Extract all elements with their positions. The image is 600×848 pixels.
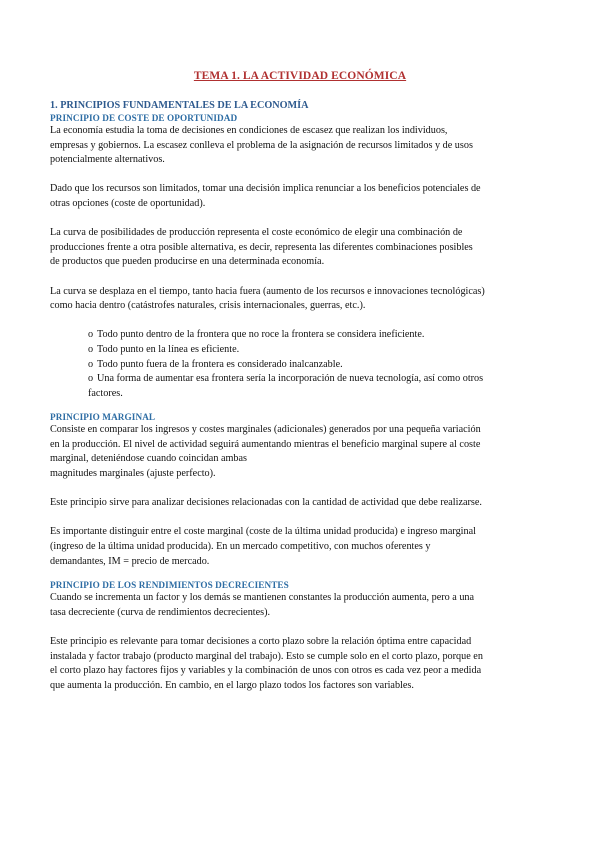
text-line: potencialmente alternativos. <box>50 154 165 166</box>
subheading-opportunity-cost: PRINCIPIO DE COSTE DE OPORTUNIDAD <box>50 113 238 123</box>
text-line: producciones frente a otra posible alternativa, es decir, representa las diferentes combinaciones posibles <box>50 241 473 253</box>
subheading-marginal-principle: PRINCIPIO MARGINAL <box>50 412 156 423</box>
text-line: el corto plazo hay factores fijos y variables y la combinación de unos con otros es cada vez peor a medida <box>50 665 482 677</box>
list-item-text: Todo punto dentro de la frontera que no roce la frontera se considera ineficiente. <box>97 329 425 341</box>
paragraph <box>50 423 550 481</box>
paragraph <box>50 635 550 693</box>
list-item <box>88 343 550 358</box>
text-line: La economía estudia la toma de decisiones en condiciones de escasez que realizan los individuos, <box>50 125 448 136</box>
bullet-marker: o <box>88 358 94 370</box>
text-line: como hacia dentro (catástrofes naturales, crisis internacionales, guerras, etc.). <box>50 300 366 312</box>
text-line: instalada y factor trabajo (producto marginal del trabajo). Esto se cumple solo en el corto plazo, porque en <box>50 650 483 662</box>
text-line: demandantes, IM = precio de mercado. <box>50 555 210 567</box>
document-title: TEMA 1. LA ACTIVIDAD ECONÓMICA <box>193 70 407 82</box>
list-item-text: Todo punto fuera de la frontera es considerado inalcanzable. <box>97 358 343 370</box>
text-line: magnitudes marginales (ajuste perfecto). <box>50 468 216 480</box>
text-line: Consiste en comparar los ingresos y costes marginales (adicionales) generados por una pequeña variación <box>50 424 481 436</box>
text-line: Este principio es relevante para tomar decisiones a corto plazo sobre la relación óptima entre capacidad <box>50 636 472 647</box>
paragraph <box>50 182 550 211</box>
paragraph <box>50 591 550 620</box>
list-item <box>88 328 550 343</box>
list-item-text: Una forma de aumentar esa frontera sería la incorporación de nueva tecnología, así como otros <box>97 373 484 385</box>
bullet-marker: o <box>88 373 94 385</box>
bullet-list <box>50 328 550 401</box>
paragraph <box>50 124 550 168</box>
text-line: Este principio sirve para analizar decisiones relacionadas con la cantidad de actividad que debe realizarse. <box>50 497 482 509</box>
list-item <box>88 372 550 401</box>
paragraph <box>50 496 550 511</box>
paragraph <box>50 525 550 569</box>
text-line: en la producción. El nivel de actividad seguirá aumentando mientras el beneficio marginal supere al coste <box>50 438 481 450</box>
text-line: (ingreso de la última unidad producida). En un mercado competitivo, con muchos oferentes y <box>50 541 431 553</box>
paragraph <box>50 285 550 314</box>
subheading-diminishing-returns: PRINCIPIO DE LOS RENDIMIENTOS DECRECIENTES <box>50 580 289 591</box>
text-line: La curva se desplaza en el tiempo, tanto hacia fuera (aumento de los recursos e innovaciones tecnológicas) <box>50 285 485 297</box>
list-item-continuation: factores. <box>88 387 123 399</box>
bullet-marker: o <box>88 343 94 355</box>
list-item-text: Todo punto en la línea es eficiente. <box>97 343 240 355</box>
text-line: de productos que pueden producirse en una determinada economía. <box>50 256 325 268</box>
text-line: tasa decreciente (curva de rendimientos decrecientes). <box>50 606 271 618</box>
text-line: empresas y gobiernos. La escasez conlleva el problema de la asignación de recursos limitados y de usos <box>50 139 473 151</box>
text-line: que aumenta la producción. En cambio, en el largo plazo todos los factores son variables. <box>50 679 414 691</box>
text-line: Es importante distinguir entre el coste marginal (coste de la última unidad producida) e ingreso marginal <box>50 526 476 538</box>
bullet-marker: o <box>88 329 94 341</box>
text-line: La curva de posibilidades de producción representa el coste económico de elegir una combinación de <box>50 227 463 239</box>
list-item <box>88 358 550 373</box>
text-line: marginal, deteniéndose cuando coincidan ambas <box>50 453 247 465</box>
paragraph <box>50 226 550 270</box>
text-line: otras opciones (coste de oportunidad). <box>50 197 206 209</box>
text-line: Dado que los recursos son limitados, tomar una decisión implica renunciar a los beneficios potenciales de <box>50 183 481 195</box>
text-line: Cuando se incrementa un factor y los demás se mantienen constantes la producción aumenta, pero a una <box>50 592 475 604</box>
section-heading: 1. PRINCIPIOS FUNDAMENTALES DE LA ECONOMÍA <box>50 100 309 111</box>
